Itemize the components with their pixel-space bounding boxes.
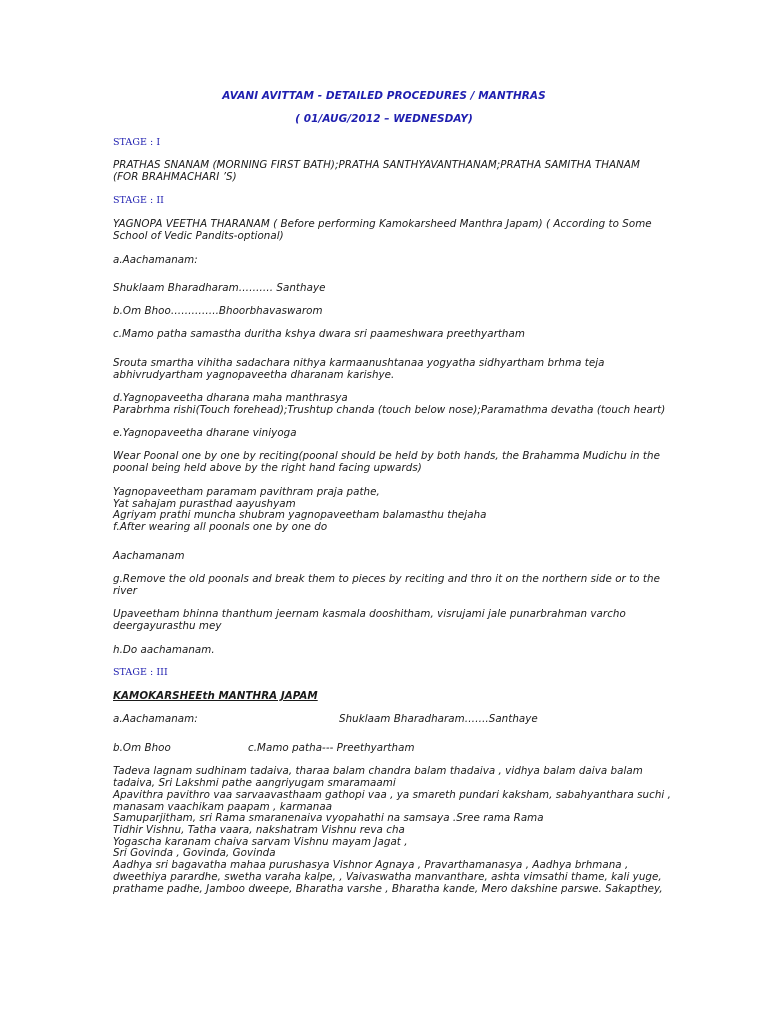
date-subtitle: ( 01/AUG/2012 – WEDNESDAY): [295, 113, 473, 125]
stage-2-label: STAGE : II: [113, 195, 164, 206]
tadeva-line: Tadeva lagnam sudhinam tadaiva, tharaa balam chandra balam thadaiva , vidhya balam daiva balam: [113, 765, 643, 777]
stage-3-label: STAGE : III: [113, 667, 168, 678]
yagnopaveetham-line: Yagnopaveetham paramam pavithram praja pathe,: [113, 486, 380, 498]
tadeva-line: Aadhya sri bagavatha mahaa purushasya Vishnor Agnaya , Pravarthamanasya , Aadhya brhmana ,: [113, 859, 629, 871]
japam-heading: KAMOKARSHEEth MANTHRA JAPAM: [113, 690, 318, 702]
tadeva-line: Samuparjitham, sri Rama smaranenaiva vyopahathi na samsaya .Sree rama Rama: [113, 812, 544, 824]
stage-2-intro: YAGNOPA VEETHA THARANAM ( Before performing Kamokarsheed Manthra Japam) ( According to Some: [113, 218, 652, 230]
step-f: f.After wearing all poonals one by one do: [113, 521, 328, 533]
upaveetham-line: Upaveetham bhinna thanthum jeernam kasmala dooshitham, visrujami jale punarbrahman varcho: [113, 608, 626, 620]
step-d: Parabrhma rishi(Touch forehead);Trushtup chanda (touch below nose);Paramathma devatha (touch heart): [113, 404, 666, 416]
yagnopaveetham-line: Agriyam prathi muncha shubram yagnopaveetham balamasthu thejaha: [113, 509, 487, 521]
srouta-line: Srouta smartha vihitha sadachara nithya karmaanushtanaa yogyatha sidhyartham brhma teja: [113, 357, 605, 369]
stage-1-line: (FOR BRAHMACHARI ’S): [113, 171, 237, 183]
step-g: river: [113, 585, 138, 597]
step-b: b.Om Bhoo…………..Bhoorbhavaswarom: [113, 305, 323, 317]
stage-1-label: STAGE : I: [113, 137, 161, 148]
tadeva-line: Tidhir Vishnu, Tatha vaara, nakshatram Vishnu reva cha: [113, 824, 405, 836]
stage-3-step-b: b.Om Bhoo: [113, 742, 171, 754]
stage-1-line: PRATHAS SNANAM (MORNING FIRST BATH);PRATHA SANTHYAVANTHANAM;PRATHA SAMITHA THANAM: [113, 159, 640, 171]
stage-3-shuklaam: Shuklaam Bharadharam…….Santhaye: [339, 713, 538, 725]
step-a: a.Aachamanam:: [113, 254, 198, 266]
tadeva-line: prathame padhe, Jamboo dweepe, Bharatha varshe , Bharatha kande, Mero dakshine parswe. Sakapthey,: [113, 883, 663, 895]
step-h: h.Do aachamanam.: [113, 644, 215, 656]
wear-instruction: Wear Poonal one by one by reciting(poonal should be held by both hands, the Brahamma Mudichu in the: [113, 450, 660, 462]
tadeva-line: tadaiva, Sri Lakshmi pathe aangriyugam smaramaami: [113, 777, 396, 789]
page-title: AVANI AVITTAM - DETAILED PROCEDURES / MANTHRAS: [222, 90, 546, 102]
tadeva-line: Yogascha karanam chaiva sarvam Vishnu mayam Jagat ,: [113, 836, 408, 848]
shuklaam-line: Shuklaam Bharadharam………. Santhaye: [113, 282, 326, 294]
tadeva-line: Sri Govinda , Govinda, Govinda: [113, 847, 276, 859]
step-d: d.Yagnopaveetha dharana maha manthrasya: [113, 392, 348, 404]
step-c: c.Mamo patha samastha duritha kshya dwara sri paameshwara preethyartham: [113, 328, 525, 340]
stage-3-step-c: c.Mamo patha--- Preethyartham: [248, 742, 415, 754]
step-g: g.Remove the old poonals and break them to pieces by reciting and thro it on the northern side or to the: [113, 573, 660, 585]
aachamanam-line: Aachamanam: [113, 550, 185, 562]
wear-instruction: poonal being held above by the right hand facing upwards): [113, 462, 422, 474]
step-e: e.Yagnopaveetha dharane viniyoga: [113, 427, 297, 439]
stage-3-step-a: a.Aachamanam:: [113, 713, 198, 725]
tadeva-line: dweethiya parardhe, swetha varaha kalpe, , Vaivaswatha manvanthare, ashta vimsathi thame, kali yuge,: [113, 871, 662, 883]
stage-2-intro: School of Vedic Pandits-optional): [113, 230, 284, 242]
upaveetham-line: deergayurasthu mey: [113, 620, 222, 632]
tadeva-line: Apavithra pavithro vaa sarvaavasthaam gathopi vaa , ya smareth pundari kaksham, sabahyanthara suchi ,: [113, 789, 671, 801]
srouta-line: abhivrudyartham yagnopaveetha dharanam karishye.: [113, 369, 395, 381]
tadeva-line: manasam vaachikam paapam , karmanaa: [113, 801, 333, 813]
yagnopaveetham-line: Yat sahajam purasthad aayushyam: [113, 498, 296, 510]
